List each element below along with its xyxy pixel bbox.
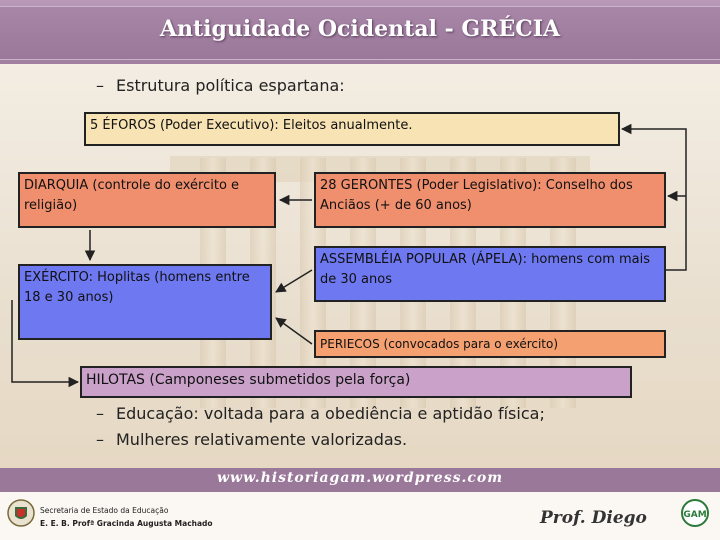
secretaria-text: Secretaria de Estado da Educação — [40, 506, 169, 515]
footer-band — [0, 468, 720, 492]
gam-logo-icon — [680, 498, 710, 528]
slide-title: Antiguidade Ocidental - GRÉCIA — [159, 16, 561, 42]
arrow-periecos-to-exercito — [276, 318, 312, 344]
arrow-exercito-to-hilotas — [12, 300, 78, 382]
box-gerontes: 28 GERONTES (Poder Legislativo): Conselho dos Anciãos (+ de 60 anos) — [314, 172, 666, 228]
bullet-dash: – — [96, 430, 104, 449]
box-assembleia: ASSEMBLÉIA POPULAR (ÁPELA): homens com mais de 30 anos — [314, 246, 666, 302]
box-hilotas: HILOTAS (Camponeses submetidos pela força) — [80, 366, 632, 398]
bottom-bar — [0, 492, 720, 540]
bullet-text-1: Educação: voltada para a obediência e aptidão física; — [116, 404, 545, 423]
box-exercito: EXÉRCITO: Hoplitas (homens entre 18 e 30 anos) — [18, 264, 272, 340]
intro-text: Estrutura política espartana: — [116, 76, 345, 95]
escola-text: E. E. B. Profª Gracinda Augusta Machado — [40, 519, 213, 528]
box-eforos: 5 ÉFOROS (Poder Executivo): Eleitos anualmente. — [84, 112, 620, 146]
bullet-dash: – — [96, 76, 104, 95]
footer-url: www.historiagam.wordpress.com — [216, 470, 504, 486]
box-periecos: PERIECOS (convocados para o exército) — [314, 330, 666, 358]
bullet-text-2: Mulheres relativamente valorizadas. — [116, 430, 408, 449]
gam-logo-text: GAM — [683, 510, 707, 520]
bullet-dash: – — [96, 404, 104, 423]
box-diarquia: DIARQUIA (controle do exército e religião) — [18, 172, 276, 228]
state-coat-of-arms-icon — [6, 498, 36, 528]
arrow-assembleia-to-exercito — [276, 270, 312, 292]
professor-signature: Prof. Diego — [540, 508, 647, 528]
arrow-assembleia-to-eforos — [622, 129, 686, 270]
